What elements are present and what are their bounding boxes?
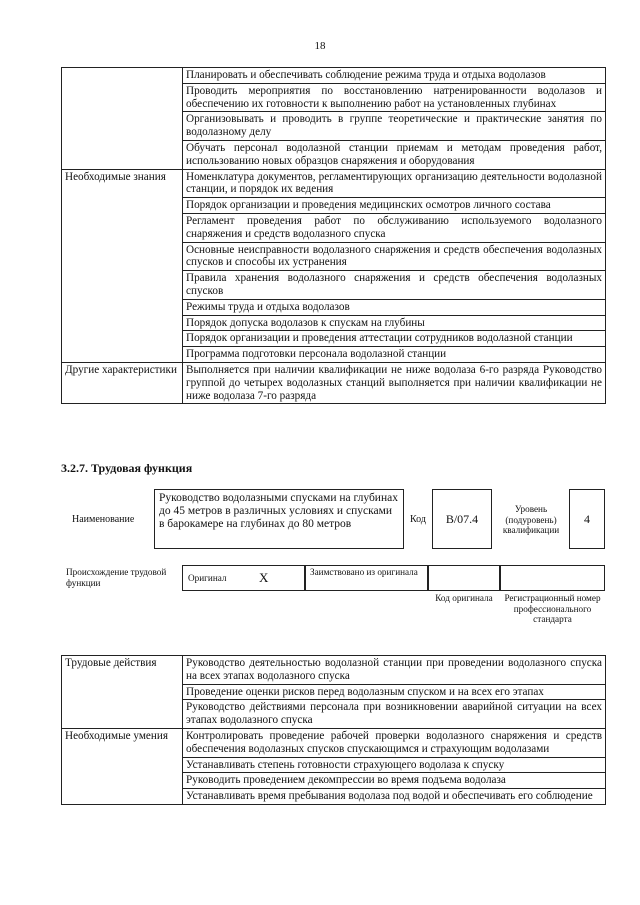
code-original-box	[428, 565, 500, 591]
knowledge-table	[61, 67, 606, 404]
row-text: Правила хранения водолазного снаряжения и средств обеспечения водолазных спусков	[183, 271, 606, 300]
row-text: Проводить мероприятия по восстановлению натренированности водолазов и обеспечению их готовности к выполнению работ на установленных глубинах	[183, 83, 606, 112]
row-text: Проведение оценки рисков перед водолазным спуском и на всех его этапах	[183, 684, 606, 700]
row-text: Основные неисправности водолазного снаряжения и средств обеспечения водолазных спусков и способы их устранения	[183, 242, 606, 271]
row-label-knowledge: Необходимые знания	[62, 169, 183, 362]
borrowed-label: Заимствовано из оригинала	[310, 567, 418, 577]
function-name-box	[154, 489, 404, 549]
row-text: Организовывать и проводить в группе теоретические и практические занятия по водолазному делу	[183, 112, 606, 141]
table-row	[62, 656, 606, 685]
level-box	[569, 489, 605, 549]
code-original-caption: Код оригинала	[435, 593, 493, 603]
row-text: Регламент проведения работ по обслуживанию используемого водолазного снаряжения и средств водолазного спуска	[183, 213, 606, 242]
table-row	[62, 728, 606, 757]
row-text: Контролировать проведение рабочей проверки водолазного снаряжения и средств обеспечения водолазных спусков спускающимся и страхующим водолазами	[183, 728, 606, 757]
table-row	[62, 169, 606, 198]
original-mark: X	[259, 570, 269, 585]
origin-label: Происхождение трудовой функции	[66, 567, 167, 588]
row-label-actions: Трудовые действия	[62, 656, 183, 729]
row-text: Руководство действиями персонала при возникновении аварийной ситуации на всех этапах водолазного спуска	[183, 700, 606, 729]
row-text: Обучать персонал водолазной станции приемам и методам проведения работ, использованию новых образцов снаряжения и оборудования	[183, 140, 606, 169]
row-text: Устанавливать степень готовности страхующего водолаза к спуску	[183, 757, 606, 773]
code-value: B/07.4	[445, 511, 479, 526]
original-label: Оригинал	[188, 573, 227, 583]
code-label: Код	[410, 514, 426, 525]
section-title: 3.2.7. Трудовая функция	[61, 461, 193, 475]
row-label-other: Другие характеристики	[62, 362, 183, 403]
row-text: Порядок допуска водолазов к спускам на глубины	[183, 315, 606, 331]
row-text: Устанавливать время пребывания водолаза под водой и обеспечивать его соблюдение	[183, 789, 606, 805]
reg-number-box	[500, 565, 605, 591]
level-value: 4	[584, 511, 590, 526]
reg-number-caption: Регистрационный номер профессионального стандарта	[504, 593, 601, 624]
level-label: Уровень (подуровень) квалификации	[502, 504, 560, 535]
page-number: 18	[314, 40, 326, 52]
table-row	[62, 362, 606, 403]
row-text: Номенклатура документов, регламентирующих организацию деятельности водолазной станции, и порядок их ведения	[183, 169, 606, 198]
row-text: Порядок организации и проведения аттестации сотрудников водолазной станции	[183, 331, 606, 347]
table-row	[62, 68, 606, 84]
row-label-skills: Необходимые умения	[62, 728, 183, 804]
code-box	[432, 489, 492, 549]
function-name-value: Руководство водолазными спусками на глубинах до 45 метров в различных условиях и спусками в барокамере на глубинах до 80 метров	[159, 492, 398, 531]
name-label: Наименование	[72, 514, 135, 525]
row-text: Порядок организации и проведения медицинских осмотров личного состава	[183, 198, 606, 214]
row-text: Руководить проведением декомпрессии во время подъема водолаза	[183, 773, 606, 789]
row-label	[62, 68, 183, 170]
row-text: Программа подготовки персонала водолазной станции	[183, 347, 606, 363]
row-text: Руководство деятельностью водолазной станции при проведении водолазного спуска на всех этапах водолазного спуска	[183, 656, 606, 685]
row-text: Режимы труда и отдыха водолазов	[183, 299, 606, 315]
actions-table	[61, 655, 606, 805]
row-text: Планировать и обеспечивать соблюдение режима труда и отдыха водолазов	[183, 68, 606, 84]
row-text: Выполняется при наличии квалификации не ниже водолаза 6-го разряда Руководство группой до четырех водолазных станций выполняется при наличии квалификации не ниже водолаза 7-го разряда	[183, 362, 606, 403]
